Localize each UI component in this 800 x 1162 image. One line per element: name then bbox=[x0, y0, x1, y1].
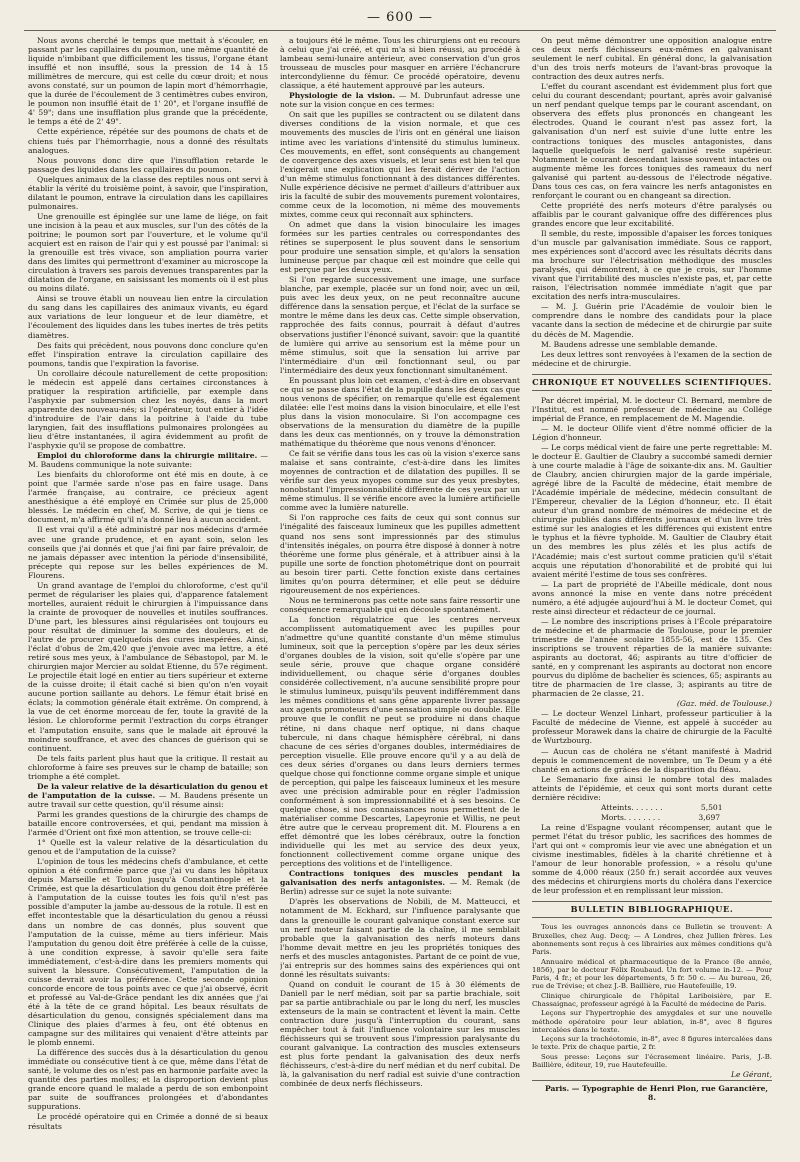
paragraph: — M. J. Guérin prie l'Académie de vouloir bien le comprendre dans le nombre des candidats pour la place vacante dans la section de médecine et de chirurgie par suite du décès de M. Magendie. bbox=[532, 302, 772, 339]
stat-value: 5,501 bbox=[700, 802, 723, 812]
bulletin-entry: Annuaire médical et pharmaceutique de la France (8e année, 1856), par le docteur Félix Roubaud. Un fort volume in-12. — Pour Paris, 4 fr.; et pour les départements, 5 fr. 50 c. — Au bureau, 26, rue de Trévise; et chez J.-B. Baillière, rue Hautefeuille, 19. bbox=[532, 957, 772, 991]
paragraph: — M. le docteur Ollife vient d'être nommé officier de la Légion d'honneur. bbox=[532, 423, 772, 442]
column-left bbox=[28, 36, 268, 1154]
bulletin-entry: Tous les ouvrages annoncés dans ce Bulletin se trouvent: A Bruxelles, chez Aug. Decq; — A Londres, chez Jullien frères. Les abonnements sont reçus à ces librairies aux mêmes conditions qu'à Paris. bbox=[532, 923, 772, 957]
paragraph: a toujours été le même. Tous les chirurgiens ont eu recours à celui que j'ai créé, et qui m'a si bien réussi, au procédé à lambeau semi-lunaire antérieur, avec conservation d'un gros trousseau de muscles pour masquer en arrière l'échancrure intercondylienne du fémur. Ce procédé opératoire, devenu classique, a été hautement approuvé par les auteurs. bbox=[280, 36, 520, 91]
paragraph: Quelques animaux de la classe des reptiles nous ont servi à établir la vérité du troisième point, à savoir, que l'inspiration, dilatant le poumon, entrave la circulation dans les capillaires pulmonaires. bbox=[28, 174, 268, 211]
stat-row-attacked bbox=[532, 803, 772, 812]
gerant-signature: Le Gérant, bbox=[730, 1070, 772, 1080]
paragraph: Cette expérience, répétée sur des poumons de chats et de chiens tués par l'hémorrhagie, nous a donné des résultats analogues. bbox=[28, 127, 268, 155]
paragraph: Quand on conduit le courant de 15 à 30 éléments de Daniell par le nerf médian, soit par sa partie brachiale, soit par sa partie antibrachiale ou par le long du nerf, les muscles extenseurs de la main se contractent et lèvent la main. Cette contraction dure jusqu'à l'interruption du courant, sans empêcher tout à fait l'influence volontaire sur les muscles fléchisseurs qui se trouvent sous l'impression paralysante du courant galvanique. La contraction des muscles extenseurs est plus forte pendant la galvanisation des deux nerfs fléchisseurs, c'est-à-dire du nerf médian et du nerf cubital. De là, la galvanisation du nerf radial est suivie d'une contraction combinée de deux nerfs fléchisseurs. bbox=[280, 979, 520, 1089]
paragraph: La fonction régulatrice que les centres nerveux accomplissent automatiquement avec les pupilles pour n'admettre qu'une quantité constante d'un même stimulus lumineux, soit que la perception s'opère par les deux séries d'organes doubles de la vision, soit qu'elle s'opère par une seule série, prouve que chaque organe considéré individuellement, ou chaque série d'organes doubles considérée collectivement, n'a aucune sensibilité propre pour le stimulus lumineux, puisqu'ils peuvent indifféremment dans les mêmes conditions et sans gêne apparente livrer passage aux agents promoteurs d'une sensation simple ou double. Elle prouve que le conflit ne peut se produire ni dans chaque rétine, ni dans chaque nerf optique, ni dans chaque tubercule, ni dans chaque hémisphère cérébral, ni dans chacune de ces séries d'organes doubles, intermédiaires de perception visuelle. Elle prouve encore qu'il y a au delà de ces deux séries d'organes ou dans leurs derniers termes quelque chose qui fonctionne comme organe simple et unique de perception, qui palpe les faisceaux lumineux et les mesure avec une précision admirable pour en régler l'admission conformément à son impressionnabilité et à ses besoins. Ce quelque chose, si nos connaissances nous permettent de le matérialiser comme Descartes, Lapeyronie et Willis, ne peut être autre que le cerveau proprement dit. M. Flourens a en effet démontré que les lobes cérébraux, outre la fonction individuelle qui les met au service des deux yeux, fonctionnent collectivement comme organe unique des perceptions des volitions et de l'intelligence. bbox=[280, 614, 520, 869]
bulletin-entry: Leçons sur la trachéotomie, in-8°, avec 8 figures intercalées dans le texte. Prix de chaque partie, 2 fr. bbox=[532, 1035, 772, 1052]
top-rule bbox=[24, 30, 776, 31]
paragraph bbox=[28, 782, 268, 809]
article-heading-vision: Physiologie de la vision. bbox=[289, 91, 396, 101]
paragraph: Un grand avantage de l'emploi du chloroforme, c'est qu'il permet de régulariser les plaies qui, d'apparence fatalement mortelles, auraient réduit le chirurgien à l'impuissance dans la crainte de provoquer de nouvelles et inutiles souffrances. D'une part, les blessures ainsi régularisées ont toujours eu pour résultat de diminuer la somme des douleurs, et de l'autre de procurer quelquefois des cures inespérées. Ainsi, l'éclat d'obus de 2m,420 que j'envoie avec ma lettre, a été retiré sous mes yeux, à l'ambulance de Sébastopol, par M. le chirurgien major Mercier au soldat Etienne, du 57e régiment. Le projectile était logé en entier au tiers supérieur et externe de la cuisse droite; il était caché si bien qu'on n'en voyait aucune portion saillante au dehors. Le fémur était brisé en éclats; la commotion générale était extrême. On comprend, à la vue de cet énorme morceau de fer, toute la gravité de la lésion. Le chloroforme permit l'extraction du corps étranger et l'amputation ensuite, sans que le malade ait éprouvé la moindre souffrance, et avec des chances de guérison qui se continuent. bbox=[28, 580, 268, 753]
paragraph: Il semble, du reste, impossible d'apaiser les forces toniques d'un muscle par galvanisation immédiate. Sous ce rapport, mes expériences sont d'accord avec les résultats décrits dans ma brochure sur l'électrisation méthodique des muscles paralysés, qui démontrent, à ce que je crois, sur l'homme vivant que l'irritabilité des muscles n'existe pas, et, par cette raison, l'électrisation nommée immédiate n'agit que par excitation des nerfs intra-musculaires. bbox=[532, 228, 772, 302]
paragraph: Ce fait se vérifie dans tous les cas où la vision s'exerce sans malaise et sans contrainte, c'est-à-dire dans les limites moyennes de contraction et de dilatation des pupilles. Il se vérifie sur des yeux myopes comme sur des yeux presbytes, nonobstant l'impressionnabilité différente de ces yeux par un même stimulus. Il se vérifie encore avec la lumière artificielle comme avec la lumière naturelle. bbox=[280, 449, 520, 513]
column-middle bbox=[280, 36, 520, 1154]
section-title-bulletin: BULLETIN BIBLIOGRAPHIQUE. bbox=[532, 901, 772, 918]
paragraph: Un corollaire découle naturellement de cette proposition: le médecin est appelé dans certaines circonstances à pratiquer la respiration artificielle, par exemple dans l'asphyxie par submersion chez les noyés, dans la mort apparente des nouveau-nés; si l'opérateur, tout entier à l'idée d'introduire de l'air dans la poitrine à l'aide du tube laryngien, fait des insufflations pulmonaires prolongées au lieu d'être instantanées, il agira évidemment au profit de l'asphyxie qu'il se propose de combattre. bbox=[28, 368, 268, 451]
paragraph-text: — M. Remak (de Berlin) adresse sur ce sujet la note suivante: bbox=[280, 878, 520, 897]
paragraph: Nous avons cherché le temps que mettait à s'écouler, en passant par les capillaires du poumon, une même quantité de liquide n'imbibant que difficilement les tissus, l'organe étant insufflé et non insufflé, sous la pression de 14 à 15 millimètres de mercure, qui est celle du cœur droit; et nous avons constaté, sur un poumon de lapin mort d'hémorrhagie, que la durée de l'écoulement de 3 centimètres cubes environ, le poumon non insufflé était de 1' 20", et l'organe insufflé de 4' 59"; dans une insufflation plus grande que la précédente, le temps a été de 2' 49". bbox=[28, 36, 268, 127]
paragraph bbox=[28, 451, 268, 469]
paragraph: Les bienfaits du chloroforme ont été mis en doute, à ce point que l'armée sarde n'ose pas en faire usage. Dans l'armée française, au contraire, ce précieux agent anesthésique a été employé en Crimée sur plus de 25,000 blessés. Le médecin en chef, M. Scrive, de qui je tiens ce document, m'a affirmé qu'il n'a donné lieu à aucun accident. bbox=[28, 470, 268, 525]
paragraph: 1° Quelle est la valeur relative de la désarticulation du genou et de l'amputation de la cuisse? bbox=[28, 838, 268, 857]
paragraph bbox=[280, 91, 520, 109]
paragraph: L'opinion de tous les médecins chefs d'ambulance, et cette opinion a été confirmée parce que j'ai vu dans les hôpitaux depuis Marseille et Toulon jusqu'à Constantinople et la Crimée, est que la désarticulation du genou doit être préférée à l'amputation de la cuisse toutes les fois qu'il n'est pas possible d'amputer la jambe au-dessous de la rotule. Il est en effet incontestable que la désarticulation du genou a réussi dans un nombre de cas donnés, plus souvent que l'amputation de la cuisse, même au tiers inférieur. Mais l'amputation du genou doit être préférée à celle de la cuisse, à une condition expresse, à savoir qu'elle sera faite immédiatement, c'est-à-dire dans les premiers moments qui suivent la blessure. Consécutivement, l'amputation de la cuisse devrait avoir la préférence. Cette seconde opinion concorde encore de tous points avec ce que j'ai observé, écrit et professé au Val-de-Grâce pendant les dix années que j'ai été à la tête de ce grand hôpital. Les beaux résultats de désarticulation du genou, consignés spécialement dans ma Clinique des plaies d'armes à feu, ont été obtenus en campagne sur des militaires qui venaient d'être atteints par le plomb ennemi. bbox=[28, 857, 268, 1048]
paragraph: La différence des succès dus à la désarticulation du genou immédiate ou consécutive tient à ce que, même dans l'état de santé, le volume des os n'est pas en harmonie parfaite avec la quantité des parties molles; et la disproportion devient plus grande encore quand le malade a perdu de son embonpoint par suite de souffrances prolongées et d'abondantes suppurations. bbox=[28, 1048, 268, 1112]
bulletin-entry: Leçons sur l'hypertrophie des amygdales et sur une nouvelle méthode opératoire pour leur ablation, in-8°, avec 8 figures intercalées dans le texte. bbox=[532, 1009, 772, 1034]
stat-label: Atteints. . . . . . . bbox=[601, 802, 663, 812]
paragraph-text: — M. Dubrunfaut adresse une note sur la vision conçue en ces termes: bbox=[280, 91, 520, 110]
paragraph bbox=[280, 869, 520, 896]
column-right bbox=[532, 36, 772, 1154]
paragraph: D'après les observations de Nobili, de M. Matteucci, et notamment de M. Eckhard, sur l'influence paralysante que dans la grenouille le courant galvanique constant exerce sur un nerf moteur faisant partie de la chaîne, il me semblait probable que la galvanisation des nerfs moteurs dans l'homme devait mettre en jeu les propriétés toniques des nerfs et des muscles antagonistes. Partant de ce point de vue, j'ai entrepris sur des hommes sains des expériences qui ont donné les résultats suivants: bbox=[280, 897, 520, 979]
article-heading-contractions: Contractions toniques des muscles pendant la galvanisation des nerfs antagonistes. bbox=[280, 869, 520, 888]
bulletin-entry: Clinique chirurgicale de l'hôpital Lariboisière, par E. Chassaignac, professeur agrégé à la Faculté de médecine de Paris. bbox=[532, 991, 772, 1008]
paragraph: L'effet du courant ascendant est évidemment plus fort que celui du courant descendant; pourtant, après avoir galvanisé un nerf pendant quelque temps par le courant ascendant, on observera des effets plus prononcés en changeant les électrodes. Quand le courant n'est pas assez fort, la galvanisation d'un nerf est suivie d'une lutte entre les contractions toniques des muscles antagonistes, dans laquelle quelquefois le nerf galvanisé reste supérieur. Notamment le courant descendant laisse souvent intactes ou augmente même les forces toniques des rameaux du nerf galvanisé qui partent au-dessous de l'électrode négative. Dans tous ces cas, on fera vaincre les nerfs antagonistes en renforçant le courant ou en changeant sa direction. bbox=[532, 82, 772, 200]
paragraph: Les deux lettres sont renvoyées à l'examen de la section de médecine et de chirurgie. bbox=[532, 349, 772, 368]
paragraph-text: — M. Baudens présente un autre travail sur cette question, qu'il résume ainsi: bbox=[28, 790, 268, 809]
source-citation: (Gaz. méd. de Toulouse.) bbox=[676, 699, 772, 709]
paragraph: — Le nombre des inscriptions prises à l'École préparatoire de médecine et de pharmacie de Toulouse, pour le premier trimestre de l'année scolaire 1855-56, est de 135. Ces inscriptions se trouvent réparties de la manière suivante: aspirants au doctorat, 46; aspirants au titre d'officier de santé, en y comprenant les aspirants au doctorat non encore pourvus du diplôme de bachelier ès sciences, 65; aspirants au titre de pharmacien de 1re classe, 3; aspirants au titre de pharmacien de 2e classe, 21. bbox=[532, 616, 772, 699]
paragraph: On admet que dans la vision binoculaire les images formées sur les parties centrales ou correspondantes des rétines se superposent le plus souvent dans le sensorium pour produire une sensation simple, et qu'alors la sensation lumineuse perçue par chaque œil est moindre que celle qui est perçue par les deux yeux. bbox=[280, 219, 520, 275]
paragraph: M. Baudens adresse une semblable demande. bbox=[541, 339, 718, 349]
paragraph: Le procédé opératoire qui en Crimée a donné de si beaux résultats bbox=[28, 1112, 268, 1131]
section-title-chronique: CHRONIQUE ET NOUVELLES SCIENTIFIQUES. bbox=[532, 374, 772, 391]
paragraph: Si l'on rapproche ces faits de ceux qui sont connus sur l'inégalité des faisceaux lumineux que les pupilles admettent quand nos sens sont impressionnés par des stimulus d'intensités inégales, on pourra être disposé à donner à notre théorème une forme plus générale, et à attribuer ainsi à la pupille une sorte de fonction photométrique dont on pourrait au besoin tirer parti. Cette fonction existe dans certaines limites qu'on pourra déterminer, et elle peut se déduire rigoureusement de nos expériences. bbox=[280, 513, 520, 595]
paragraph: — Le docteur Wenzel Linhart, professeur particulier à la Faculté de médecine de Vienne, est appelé à succéder au professeur Morawek dans la chaire de chirurgie de la Faculté de Wurtzbourg. bbox=[532, 709, 772, 746]
paragraph: — La part de propriété de l'Abeille médicale, dont nous avons annoncé la mise en vente dans notre précédent numéro, a été adjugée aujourd'hui à M. le docteur Comet, qui reste ainsi directeur et rédacteur de ce journal. bbox=[532, 579, 772, 616]
paragraph: On peut même démontrer une opposition analogue entre ces deux nerfs fléchisseurs eux-mêmes en galvanisant seulement le nerf cubital. En général donc, la galvanisation d'un des trois nerfs moteurs de l'avant-bras provoque la contraction des deux autres nerfs. bbox=[532, 36, 772, 82]
paragraph: On sait que les pupilles se contractent ou se dilatent dans diverses conditions de la vision normale, et que ces mouvements des muscles de l'iris ont en général une liaison intime avec les variations d'intensité du stimulus lumineux. Ces mouvements, en effet, sont conséquents au changement de convergence des axes visuels, et leur sens est bien tel que l'exigerait une explication qui les ferait dériver de l'action d'un même stimulus fonctionnant à des distances différentes. Nulle expérience décisive ne permet d'ailleurs d'attribuer aux iris la faculté de subir des mouvements purement volontaires, comme ceux de la locomotion, ni même des mouvements mixtes, comme ceux qui reconnaît aux sphincters. bbox=[280, 110, 520, 219]
paragraph: De tels faits parlent plus haut que la critique. Il restait au chloroforme à faire ses preuves sur le champ de bataille; son triomphe a été complet. bbox=[28, 753, 268, 781]
paragraph: Le Semanario fixe ainsi le nombre total des malades atteints de l'épidémie, et ceux qui sont morts durant cette dernière récidive: bbox=[532, 774, 772, 802]
paragraph: La reine d'Espagne voulant récompenser, autant que le permet l'état du trésor public, les sacrifices des hommes de l'art qui ont « compromis leur vie avec une abnégation et un civisme inestimables, fidèles à la charité chrétienne et à l'amour de leur honorable profession, » a résolu qu'une somme de 4,000 réaux (250 fr.) serait accordée aux veuves des médecins et chirurgiens morts du choléra dans l'exercice de leur profession et en remplissant leur mission. bbox=[532, 822, 772, 896]
paragraph: En poussant plus loin cet examen, c'est-à-dire en observant ce qui se passe dans l'état de la pupille dans les deux cas que nous venons de spécifier, on remarque qu'elle est également dilatée: elle l'est moins dans la vision binoculaire, et elle l'est plus dans la vision monoculaire. Si l'on accompagne ces observations de la mensuration du diamètre de la pupille dans les deux cas mentionnés, on y trouve la démonstration mathématique du théorème que nous venons d'énoncer. bbox=[280, 375, 520, 449]
paragraph: Parmi les grandes questions de la chirurgie des champs de bataille encore controversées, et qui, pendant ma mission à l'armée d'Orient ont fixé mon attention, se trouve celle-ci: bbox=[28, 809, 268, 838]
page-number: — 600 — bbox=[366, 10, 434, 25]
paragraph: Nous pouvons donc dire que l'insufflation retarde le passage des liquides dans les capillaires du poumon. bbox=[28, 155, 268, 174]
stat-label: Morts. . . . . . . . bbox=[601, 812, 661, 822]
paragraph: Ainsi se trouve établi un nouveau lien entre la circulation du sang dans les capillaires des animaux vivants, eu égard aux variations de leur longueur et de leur diamètre, et l'écoulement des liquides dans les tubes inertes de très petits diamètres. bbox=[28, 294, 268, 340]
paragraph: Si l'on regarde successivement une image, une surface blanche, par exemple, placée sur un fond noir, avec un œil, puis avec les deux yeux, on ne peut reconnaître aucune différence dans la sensation perçue, et l'éclat de la surface se montre le même dans les deux cas. Cette simple observation, rapprochée des faits connus, pourrait à défaut d'autres observations justifier l'énoncé suivant, savoir: que la quantité de lumière qui arrive au sensorium est la même pour un même stimulus, soit que la sensation lui arrive par l'intermédiaire d'un œil fonctionnant seul, ou par l'intermédiaire des deux yeux fonctionnant simultanément. bbox=[280, 275, 520, 375]
paragraph: Par décret impérial, M. le docteur Cl. Bernard, membre de l'Institut, est nommé professeur de médecine au Collége impérial de France, en remplacement de M. Magendie. bbox=[532, 395, 772, 423]
paragraph: Cette propriété des nerfs moteurs d'être paralysés ou affaiblis par le courant galvanique offre des différences plus grandes encore que leur excitabilité. bbox=[532, 200, 772, 228]
paragraph: — Le corps médical vient de faire une perte regrettable: M. le docteur E. Gaultier de Claubry a succombé samedi dernier à une courte maladie à l'âge de soixante-dix ans. M. Gaultier de Claubry, ancien chirurgien major de la garde impériale, agrégé libre de la Faculté de médecine, était membre de l'Académie impériale de médecine, médecin consultant de l'Empereur, chevalier de la Légion d'honneur, etc. Il était auteur d'un grand nombre de mémoires de médecine et de chirurgie publiés dans différents journaux et d'un livre très estimé sur les analogies et les différences qui existent entre le typhus et la fièvre typhoïde. M. Gaultier de Claubry était un des membres les plus zélés et les plus actifs de l'Académie; mais c'est surtout comme praticien qu'il s'était acquis une réputation d'honorabilité et de probité qui lui avaient mérité l'estime de tous ses confrères. bbox=[532, 442, 772, 579]
article-heading-chloroform: Emploi du chloroforme dans la chirurgie militaire. bbox=[37, 451, 258, 461]
paragraph-text: — M. Baudens communique la note suivante: bbox=[28, 451, 268, 470]
printer-imprint: Paris. — Typographie de Henri Plon, rue Garancière, 8. bbox=[532, 1080, 772, 1102]
paragraph: Une grenouille est épinglée sur une lame de liége, on fait une incision à la peau et aux muscles, sur l'un des côtés de la poitrine; le poumon sort par l'ouverture, et le volume qu'il acquiert est en raison de l'air qui y est poussé par l'animal: si la grenouille est très vivace, son ampliation pourra varier dans des limites qui permettront d'examiner au microscope la circulation à travers ses parois devenues transparentes par la dilatation de l'organe, en saisissant les moments où il est plus ou moins dilaté. bbox=[28, 211, 268, 294]
paragraph: Des faits qui précèdent, nous pouvons donc conclure qu'en effet l'inspiration entrave la circulation capillaire des poumons, tandis que l'expiration la favorise. bbox=[28, 340, 268, 368]
paragraph: Nous ne terminerons pas cette note sans faire ressortir une conséquence remarquable qui en découle spontanément. bbox=[280, 595, 520, 614]
stat-value: 3,697 bbox=[698, 812, 721, 822]
bulletin-entry: Sous presse: Leçons sur l'écrasement linéaire. Paris, J.-B. Baillière, éditeur, 19, rue Hautefeuille. bbox=[532, 1052, 772, 1070]
stat-row-dead bbox=[532, 813, 772, 822]
article-heading-knee: De la valeur relative de la désarticulation du genou et de l'amputation de la cuisse. bbox=[28, 781, 268, 800]
paragraph: — Aucun cas de choléra ne s'étant manifesté à Madrid depuis le commencement de novembre, un Te Deum y a été chanté en actions de grâces de la disparition du fléau. bbox=[532, 746, 772, 774]
paragraph: Il est vrai qu'il a été administré par nos médecins d'armée avec une grande prudence, et en ayant soin, selon les conseils que j'ai donnés et que j'ai fini par faire prévaloir, de ne jamais dépasser avec intention la période d'insensibilité, précepte qui repose sur les belles expériences de M. Flourens. bbox=[28, 525, 268, 580]
